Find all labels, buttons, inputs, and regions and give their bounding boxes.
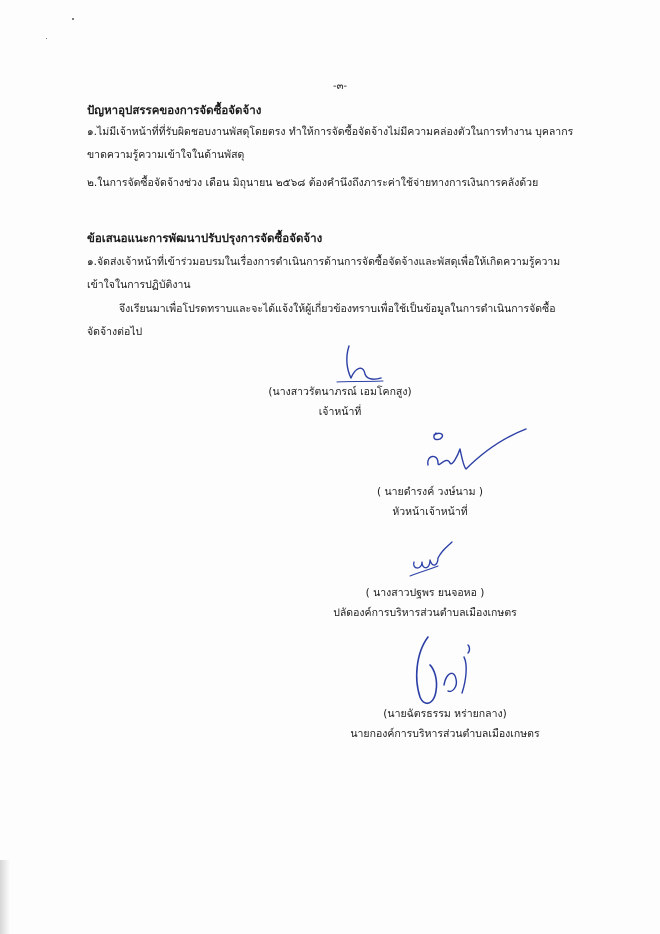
signatory-2-name: ( นายดำรงค์ วงษ์นาม )	[377, 486, 483, 498]
signatory-2-position: หัวหน้าเจ้าหน้าที่	[392, 506, 468, 518]
signatory-2	[320, 482, 540, 522]
problems-heading: ปัญหาอุปสรรคของการจัดซื้อจัดจ้าง	[87, 103, 262, 117]
signature-1	[335, 344, 385, 386]
signatory-4-position: นายกองค์การบริหารส่วนตำบลเมืองเกษตร	[350, 728, 540, 740]
suggestion-item-1	[87, 251, 607, 297]
problem-item-1	[87, 121, 607, 167]
signature-4	[410, 635, 490, 715]
signatory-1-position: เจ้าหน้าที่	[318, 406, 362, 418]
page-number: -๓-	[332, 81, 348, 92]
problem-item-2-line-1: ๒.ในการจัดซื้อจัดจ้างช่วง เดือน มิถุนายน ๒๕๖๘ ต้องคำนึงถึงภาระค่าใช้จ่ายทางการเงินการคลังด้วย	[87, 177, 539, 189]
signatory-3-name: ( นางสาวปฐพร ยนจอหอ )	[365, 587, 485, 599]
closing-line-2: จัดจ้างต่อไป	[87, 326, 143, 338]
signature-2	[420, 425, 530, 475]
signatory-1	[230, 382, 450, 422]
problem-item-2	[87, 172, 607, 195]
scan-speck	[72, 18, 74, 20]
signatory-4-name: (นายฉัตรธรรม หร่ายกลาง)	[383, 708, 507, 720]
scan-speck	[46, 38, 47, 39]
problem-item-1-line-2: ขาดความรู้ความเข้าใจในด้านพัสดุ	[87, 149, 245, 161]
signatory-3	[310, 583, 540, 623]
scan-edge-shadow	[0, 860, 10, 934]
suggestion-item-1-line-1: ๑.จัดส่งเจ้าหน้าที่เข้าร่วมอบรมในเรื่องการดำเนินการด้านการจัดซื้อจัดจ้างและพัสดุเพื่อให้เกิดความรู้ความ	[87, 256, 561, 268]
closing-line-1: จึงเรียนมาเพื่อโปรดทราบและจะได้แจ้งให้ผู้เกี่ยวข้องทราบเพื่อใช้เป็นข้อมูลในการดำเนินการจัดซื้อ	[119, 303, 556, 315]
signatory-4	[320, 704, 570, 744]
signature-3	[408, 540, 458, 580]
suggestion-item-1-line-2: เข้าใจในการปฏิบัติงาน	[87, 279, 191, 291]
closing-paragraph	[87, 298, 607, 344]
problem-item-1-line-1: ๑.ไม่มีเจ้าหน้าที่ที่รับผิดชอบงานพัสดุโดยตรง ทำให้การจัดซื้อจัดจ้างไม่มีความคล่องตัวในการทำงาน บุคลากร	[87, 126, 574, 138]
suggestions-heading: ข้อเสนอแนะการพัฒนาปรับปรุงการจัดซื้อจัดจ้าง	[87, 231, 323, 245]
signatory-3-position: ปลัดองค์การบริหารส่วนตำบลเมืองเกษตร	[333, 607, 517, 619]
signatory-1-name: (นางสาวรัตนาภรณ์ เอมโคกสูง)	[268, 386, 412, 398]
